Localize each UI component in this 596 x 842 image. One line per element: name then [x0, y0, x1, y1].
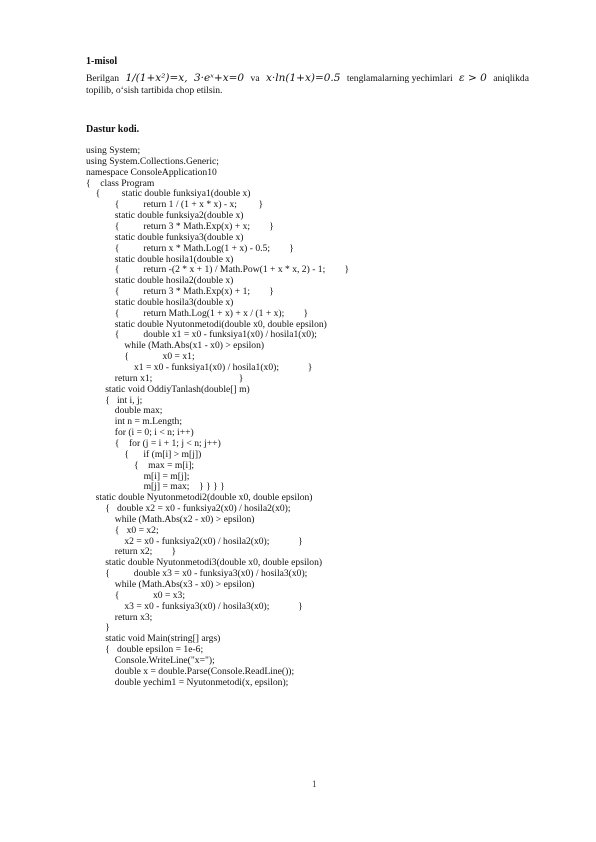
- code-line: { double x3 = x0 - funksiya3(x0) / hosila3(x0);: [86, 568, 308, 580]
- code-line: for (i = 0; i < n; i++): [86, 427, 194, 439]
- code-line: { double x1 = x0 - funksiya1(x0) / hosila1(x0);: [86, 329, 317, 341]
- code-line: { return x * Math.Log(1 + x) - 0.5; }: [86, 242, 294, 254]
- code-line: }: [86, 622, 110, 634]
- code-line: { for (j = i + 1; j < n; j++): [86, 437, 221, 449]
- code-line: x1 = x0 - funksiya1(x0) / hosila1(x0); }: [86, 362, 313, 373]
- code-line: { double x2 = x0 - funksiya2(x0) / hosila2(x0);: [86, 503, 291, 515]
- code-line: while (Math.Abs(x3 - x0) > epsilon): [86, 579, 255, 590]
- code-line: { static double funksiya1(double x): [86, 188, 251, 200]
- code-line: static double Nyutonmetodi3(double x0, double epsilon): [86, 557, 323, 569]
- code-line: double max;: [86, 405, 163, 417]
- code-line: x2 = x0 - funksiya2(x0) / hosila2(x0); }: [86, 535, 303, 547]
- code-line: m[i] = m[j];: [86, 470, 190, 482]
- problem-statement: [86, 72, 531, 97]
- code-line: { x0 = x2;: [86, 524, 159, 536]
- equation-3: x·ln(1+x)=0.5: [265, 72, 341, 84]
- equation-2: 3·eˣ+x=0: [193, 72, 245, 84]
- code-line: { if (m[i] > m[j]): [86, 448, 202, 460]
- code-line: { return -(2 * x + 1) / Math.Pow(1 + x * x, 2) - 1; }: [86, 264, 350, 276]
- code-line: static double funksiya2(double x): [86, 210, 244, 222]
- code-line: static double hosila2(double x): [86, 275, 234, 287]
- code-line: using System;: [86, 145, 141, 156]
- code-line: { x0 = x3;: [86, 589, 186, 601]
- intro-prefix: Berilgan: [86, 73, 120, 84]
- code-line: using System.Collections.Generic;: [86, 155, 219, 167]
- code-line: while (Math.Abs(x1 - x0) > epsilon): [86, 340, 265, 352]
- code-line: static double hosila1(double x): [86, 253, 234, 265]
- code-line: static double Nyutonmetodi2(double x0, double epsilon): [86, 492, 313, 504]
- code-line: { return 1 / (1 + x * x) - x; }: [86, 199, 264, 211]
- epsilon-condition: ε > 0: [459, 72, 487, 84]
- code-line: int n = m.Length;: [86, 416, 183, 428]
- code-line: { max = m[i];: [86, 459, 195, 471]
- intro-middle: tenglamalarning yechimlari: [346, 73, 453, 84]
- code-line: return x3;: [86, 611, 153, 623]
- code-line: namespace ConsoleApplication10: [86, 166, 217, 178]
- code-line: { return Math.Log(1 + x) + x / (1 + x); }: [86, 307, 309, 319]
- code-line: static double Nyutonmetodi(double x0, double epsilon): [86, 318, 327, 330]
- code-line: static double hosila3(double x): [86, 296, 234, 308]
- code-line: static void OddiyTanlash(double[] m): [86, 383, 250, 395]
- code-line: double x = double.Parse(Console.ReadLine());: [86, 665, 295, 677]
- example-title: 1-misol: [86, 56, 118, 67]
- intro-line-2: topilib, o‘sish tartibida chop etilsin.: [86, 85, 223, 96]
- code-line: m[j] = max; } } } }: [86, 481, 225, 493]
- code-line: { double epsilon = 1e-6;: [86, 644, 204, 656]
- code-line: static double funksiya3(double x): [86, 231, 244, 243]
- code-line: { return 3 * Math.Exp(x) + x; }: [86, 220, 274, 232]
- code-line: while (Math.Abs(x2 - x0) > epsilon): [86, 513, 255, 525]
- code-line: static void Main(string[] args): [86, 633, 221, 645]
- equation-1: 1/(1+x²)=x,: [125, 72, 188, 84]
- code-line: { class Program: [86, 177, 155, 189]
- code-line: return x1; }: [86, 372, 244, 384]
- code-line: double yechim1 = Nyutonmetodi(x, epsilon);: [86, 676, 289, 688]
- section-title: Dastur kodi.: [86, 124, 140, 135]
- intro-suffix: aniqlikda: [493, 73, 529, 84]
- page-number: 1: [312, 779, 317, 789]
- code-line: Console.WriteLine("x=");: [86, 654, 215, 666]
- code-line: { int i, j;: [86, 394, 143, 406]
- intro-conjunction: va: [250, 73, 260, 84]
- code-line: return x2; }: [86, 546, 177, 558]
- code-line: { x0 = x1;: [86, 351, 195, 363]
- code-line: x3 = x0 - funksiya3(x0) / hosila3(x0); }: [86, 600, 303, 612]
- code-line: { return 3 * Math.Exp(x) + 1; }: [86, 286, 274, 298]
